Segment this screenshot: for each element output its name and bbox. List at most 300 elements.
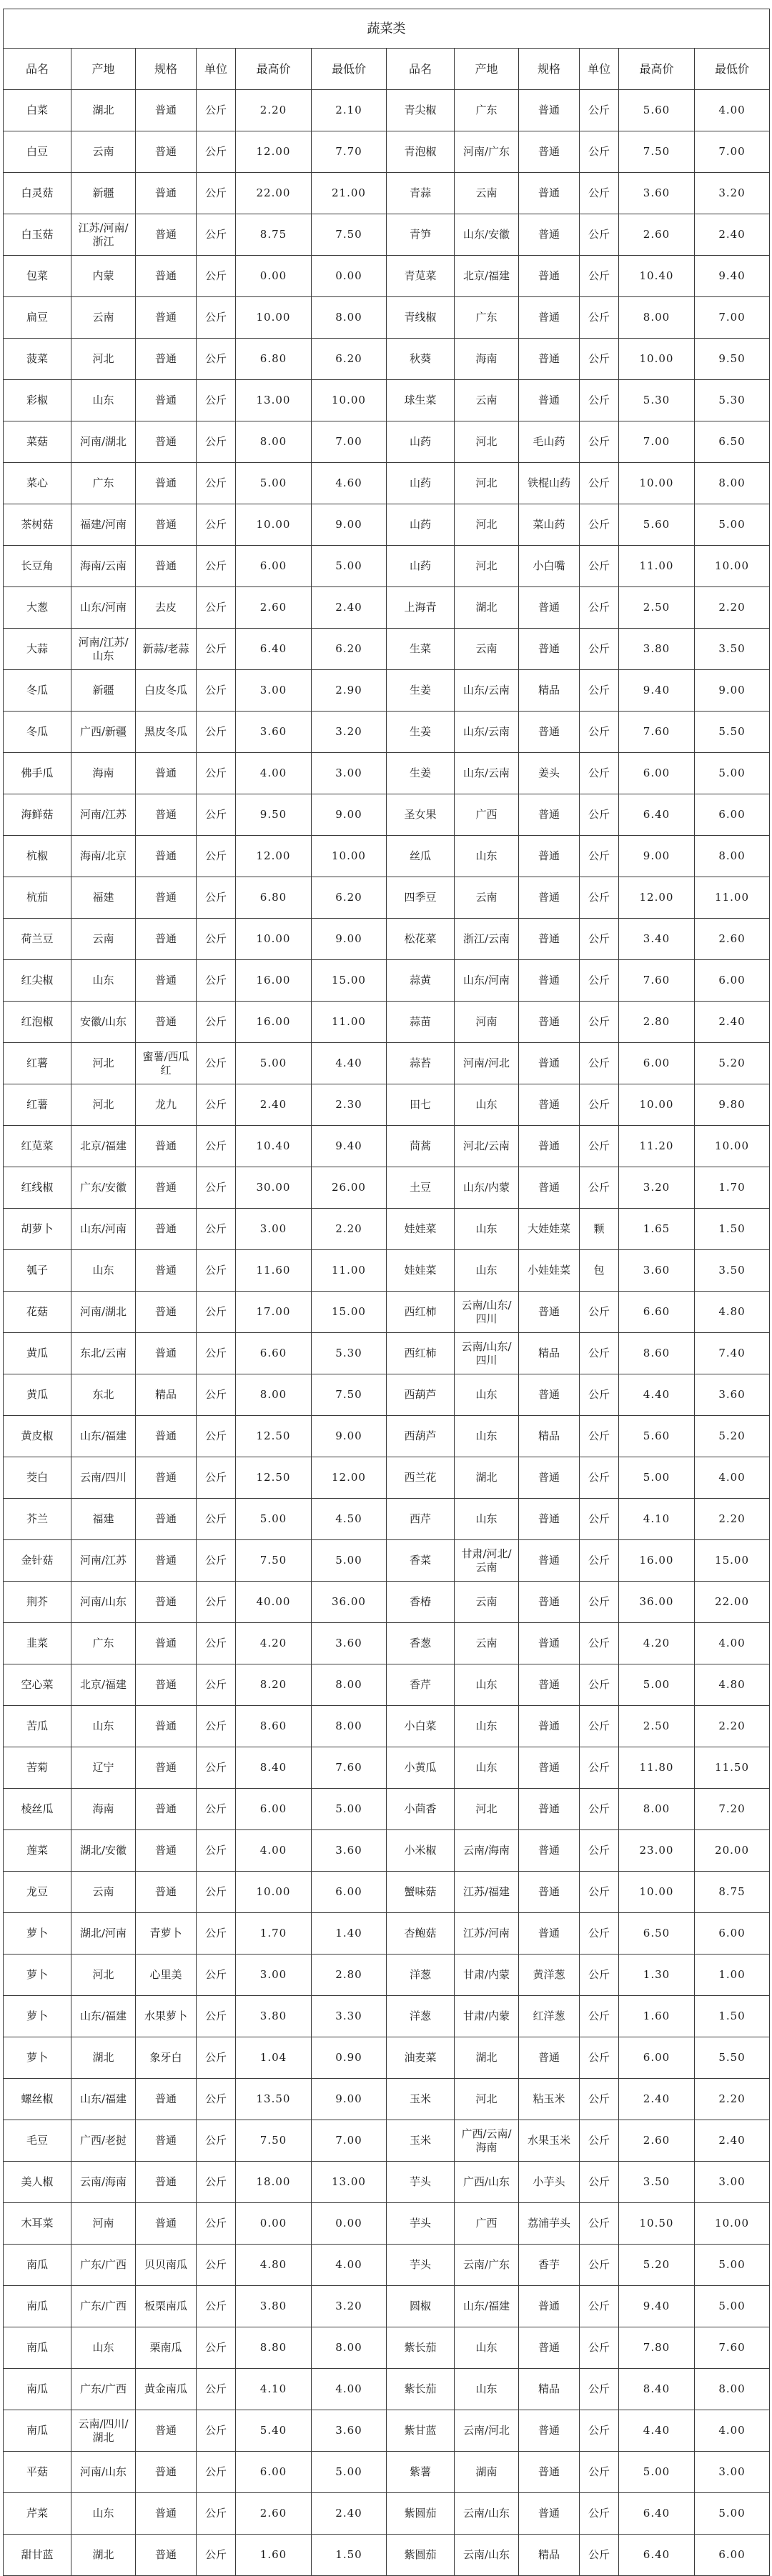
cell-min-price: 8.00: [695, 463, 770, 504]
cell-origin: 广东: [71, 1623, 136, 1664]
cell-name: 空心菜: [4, 1664, 71, 1706]
cell-max-price: 5.00: [619, 2452, 695, 2493]
cell-max-price: 8.40: [236, 1747, 312, 1789]
cell-spec: 普通: [136, 1664, 197, 1706]
cell-max-price: 5.00: [619, 1457, 695, 1499]
cell-unit: 公斤: [197, 546, 236, 587]
cell-unit: 公斤: [580, 1582, 619, 1623]
cell-min-price: 5.00: [695, 2245, 770, 2286]
cell-min-price: 1.00: [695, 1955, 770, 1996]
cell-unit: 公斤: [197, 2369, 236, 2410]
cell-unit: 公斤: [580, 546, 619, 587]
cell-min-price: 4.00: [695, 2410, 770, 2452]
cell-spec: 普通: [136, 463, 197, 504]
cell-spec: 普通: [136, 1747, 197, 1789]
cell-name: 洋葱: [387, 1955, 455, 1996]
cell-name: 芋头: [387, 2203, 455, 2245]
cell-unit: 公斤: [580, 1002, 619, 1043]
cell-spec: 普通: [519, 1623, 580, 1664]
table-row: [4, 2452, 770, 2493]
cell-max-price: 6.00: [236, 1789, 312, 1830]
cell-max-price: 7.60: [619, 960, 695, 1002]
cell-spec: 普通: [519, 1582, 580, 1623]
cell-max-price: 12.50: [236, 1416, 312, 1457]
cell-min-price: 3.20: [312, 712, 387, 753]
cell-unit: 公斤: [580, 2245, 619, 2286]
cell-name: 白玉菇: [4, 214, 71, 256]
cell-min-price: 3.20: [312, 2286, 387, 2327]
cell-min-price: 20.00: [695, 1830, 770, 1872]
table-row: [4, 960, 770, 1002]
cell-unit: 公斤: [580, 2493, 619, 2535]
table-title-row: [4, 9, 770, 49]
table-row: [4, 214, 770, 256]
cell-min-price: 5.50: [695, 2037, 770, 2079]
cell-unit: 公斤: [580, 2327, 619, 2369]
cell-min-price: 10.00: [312, 836, 387, 877]
cell-max-price: 18.00: [236, 2162, 312, 2203]
cell-max-price: 6.80: [236, 339, 312, 380]
cell-unit: 公斤: [580, 960, 619, 1002]
cell-spec: 普通: [519, 2327, 580, 2369]
cell-max-price: 3.50: [619, 2162, 695, 2203]
cell-unit: 公斤: [197, 2286, 236, 2327]
cell-name: 青笋: [387, 214, 455, 256]
cell-spec: 菜山药: [519, 504, 580, 546]
cell-spec: 普通: [519, 919, 580, 960]
table-row: [4, 2369, 770, 2410]
cell-max-price: 5.30: [619, 380, 695, 421]
cell-max-price: 11.00: [619, 546, 695, 587]
cell-unit: 颗: [580, 1209, 619, 1250]
cell-name: 木耳菜: [4, 2203, 71, 2245]
cell-spec: 普通: [136, 2079, 197, 2120]
cell-unit: 公斤: [580, 2037, 619, 2079]
cell-origin: 新疆: [71, 670, 136, 712]
cell-origin: 山东: [455, 1084, 519, 1126]
table-row: [4, 1582, 770, 1623]
cell-min-price: 10.00: [312, 380, 387, 421]
table-row: [4, 2120, 770, 2162]
cell-unit: 公斤: [580, 1955, 619, 1996]
cell-spec: 普通: [519, 1747, 580, 1789]
cell-min-price: 4.00: [695, 1457, 770, 1499]
cell-origin: 云南: [455, 877, 519, 919]
cell-name: 白灵菇: [4, 173, 71, 214]
cell-max-price: 2.20: [236, 90, 312, 131]
cell-spec: 姜头: [519, 753, 580, 794]
cell-name: 杭茄: [4, 877, 71, 919]
cell-name: 大蒜: [4, 629, 71, 670]
cell-spec: 普通: [136, 753, 197, 794]
cell-name: 香芹: [387, 1664, 455, 1706]
cell-min-price: 8.00: [312, 1706, 387, 1747]
cell-min-price: 9.00: [312, 794, 387, 836]
cell-min-price: 11.50: [695, 1747, 770, 1789]
cell-min-price: 7.00: [695, 131, 770, 173]
cell-min-price: 7.40: [695, 1333, 770, 1374]
cell-spec: 普通: [136, 256, 197, 297]
cell-min-price: 0.90: [312, 2037, 387, 2079]
cell-spec: 普通: [136, 1002, 197, 1043]
cell-unit: 公斤: [197, 173, 236, 214]
cell-origin: 河北: [71, 1043, 136, 1084]
cell-min-price: 2.60: [695, 919, 770, 960]
vegetable-price-table: [3, 9, 770, 2576]
cell-unit: 公斤: [580, 1706, 619, 1747]
cell-unit: 公斤: [580, 1747, 619, 1789]
cell-name: 蒜黄: [387, 960, 455, 1002]
cell-min-price: 6.20: [312, 339, 387, 380]
table-row: [4, 421, 770, 463]
cell-name: 南瓜: [4, 2327, 71, 2369]
cell-origin: 河北/云南: [455, 1126, 519, 1167]
cell-min-price: 9.00: [695, 670, 770, 712]
cell-min-price: 7.00: [695, 297, 770, 339]
cell-min-price: 8.00: [312, 1664, 387, 1706]
cell-unit: 公斤: [197, 2245, 236, 2286]
cell-min-price: 3.60: [312, 1830, 387, 1872]
cell-max-price: 8.00: [619, 1789, 695, 1830]
cell-max-price: 8.00: [619, 297, 695, 339]
cell-spec: 铁棍山药: [519, 463, 580, 504]
cell-max-price: 3.40: [619, 919, 695, 960]
cell-unit: 公斤: [197, 1789, 236, 1830]
cell-origin: 云南/四川/湖北: [71, 2410, 136, 2452]
cell-min-price: 2.40: [695, 1002, 770, 1043]
cell-origin: 云南/海南: [71, 2162, 136, 2203]
cell-min-price: 7.00: [312, 2120, 387, 2162]
table-row: [4, 2203, 770, 2245]
cell-name: 丝瓜: [387, 836, 455, 877]
table-row: [4, 629, 770, 670]
cell-min-price: 4.00: [312, 2369, 387, 2410]
cell-name: 小黄瓜: [387, 1747, 455, 1789]
cell-origin: 云南/海南: [455, 1830, 519, 1872]
cell-name: 螺丝椒: [4, 2079, 71, 2120]
table-row: [4, 1333, 770, 1374]
cell-spec: 普通: [519, 1830, 580, 1872]
cell-name: 毛豆: [4, 2120, 71, 2162]
cell-origin: 山东: [71, 2327, 136, 2369]
cell-min-price: 15.00: [312, 960, 387, 1002]
cell-max-price: 11.20: [619, 1126, 695, 1167]
cell-max-price: 7.80: [619, 2327, 695, 2369]
cell-origin: 广东: [455, 90, 519, 131]
cell-unit: 公斤: [580, 1167, 619, 1209]
cell-spec: 普通: [136, 1706, 197, 1747]
cell-min-price: 6.50: [695, 421, 770, 463]
cell-max-price: 10.00: [236, 919, 312, 960]
cell-name: 小茴香: [387, 1789, 455, 1830]
cell-max-price: 10.40: [236, 1126, 312, 1167]
cell-max-price: 6.40: [619, 2493, 695, 2535]
cell-spec: 水果萝卜: [136, 1996, 197, 2037]
cell-min-price: 3.00: [695, 2452, 770, 2493]
cell-unit: 包: [580, 1250, 619, 1292]
cell-max-price: 10.00: [619, 339, 695, 380]
cell-name: 韭菜: [4, 1623, 71, 1664]
cell-spec: 精品: [519, 1416, 580, 1457]
cell-name: 青线椒: [387, 297, 455, 339]
cell-spec: 普通: [519, 256, 580, 297]
cell-max-price: 17.00: [236, 1292, 312, 1333]
cell-unit: 公斤: [580, 712, 619, 753]
cell-spec: 普通: [136, 214, 197, 256]
cell-spec: 青萝卜: [136, 1913, 197, 1955]
cell-max-price: 3.80: [236, 1996, 312, 2037]
cell-name: 香菜: [387, 1540, 455, 1582]
cell-origin: 山东: [455, 1416, 519, 1457]
cell-spec: 普通: [519, 1374, 580, 1416]
cell-min-price: 36.00: [312, 1582, 387, 1623]
cell-spec: 普通: [136, 2120, 197, 2162]
cell-name: 土豆: [387, 1167, 455, 1209]
cell-max-price: 2.50: [619, 1706, 695, 1747]
cell-min-price: 4.00: [695, 1623, 770, 1664]
cell-max-price: 5.00: [236, 1043, 312, 1084]
header-unit: 单位: [197, 49, 236, 90]
cell-origin: 广西/新疆: [71, 712, 136, 753]
cell-unit: 公斤: [197, 1333, 236, 1374]
cell-name: 生姜: [387, 712, 455, 753]
cell-max-price: 7.50: [619, 131, 695, 173]
cell-max-price: 6.40: [619, 2535, 695, 2576]
cell-origin: 河北: [455, 1789, 519, 1830]
cell-origin: 山东: [455, 2369, 519, 2410]
table-row: [4, 1955, 770, 1996]
cell-name: 圆椒: [387, 2286, 455, 2327]
cell-name: 大葱: [4, 587, 71, 629]
cell-origin: 广东/安徽: [71, 1167, 136, 1209]
cell-spec: 普通: [136, 1830, 197, 1872]
cell-name: 莲菜: [4, 1830, 71, 1872]
cell-unit: 公斤: [580, 2369, 619, 2410]
cell-origin: 山东: [455, 1374, 519, 1416]
cell-max-price: 3.60: [619, 173, 695, 214]
cell-origin: 云南: [71, 919, 136, 960]
cell-min-price: 7.20: [695, 1789, 770, 1830]
cell-origin: 河北: [71, 1084, 136, 1126]
cell-min-price: 5.20: [695, 1043, 770, 1084]
cell-origin: 山东/云南: [455, 753, 519, 794]
cell-name: 香葱: [387, 1623, 455, 1664]
cell-max-price: 5.00: [236, 1499, 312, 1540]
cell-name: 萝卜: [4, 1996, 71, 2037]
cell-max-price: 3.80: [619, 629, 695, 670]
cell-min-price: 4.40: [312, 1043, 387, 1084]
cell-spec: 普通: [519, 2493, 580, 2535]
table-row: [4, 256, 770, 297]
cell-max-price: 1.04: [236, 2037, 312, 2079]
cell-origin: 山东: [455, 1499, 519, 1540]
cell-unit: 公斤: [197, 2203, 236, 2245]
cell-spec: 新蒜/老蒜: [136, 629, 197, 670]
cell-spec: 普通: [519, 1292, 580, 1333]
cell-unit: 公斤: [197, 2037, 236, 2079]
cell-min-price: 10.00: [695, 546, 770, 587]
cell-max-price: 2.40: [619, 2079, 695, 2120]
cell-origin: 福建: [71, 877, 136, 919]
cell-origin: 内蒙: [71, 256, 136, 297]
cell-origin: 广东: [455, 297, 519, 339]
cell-unit: 公斤: [197, 1167, 236, 1209]
table-row: [4, 1747, 770, 1789]
cell-unit: 公斤: [580, 297, 619, 339]
cell-origin: 广西: [455, 2203, 519, 2245]
cell-origin: 云南/河北: [455, 2410, 519, 2452]
cell-spec: 精品: [136, 1374, 197, 1416]
cell-origin: 云南: [71, 1872, 136, 1913]
cell-spec: 普通: [519, 1872, 580, 1913]
cell-origin: 山东/福建: [71, 1416, 136, 1457]
cell-spec: 黄金南瓜: [136, 2369, 197, 2410]
cell-unit: 公斤: [197, 753, 236, 794]
table-row: [4, 919, 770, 960]
cell-origin: 安徽/山东: [71, 1002, 136, 1043]
cell-unit: 公斤: [197, 2493, 236, 2535]
cell-max-price: 3.00: [236, 1209, 312, 1250]
cell-origin: 山东: [71, 2493, 136, 2535]
cell-name: 菜心: [4, 463, 71, 504]
cell-origin: 甘肃/内蒙: [455, 1955, 519, 1996]
cell-name: 小米椒: [387, 1830, 455, 1872]
cell-spec: 普通: [519, 90, 580, 131]
cell-min-price: 6.20: [312, 629, 387, 670]
cell-name: 山药: [387, 463, 455, 504]
cell-name: 山药: [387, 546, 455, 587]
cell-name: 茭白: [4, 1457, 71, 1499]
cell-name: 西兰花: [387, 1457, 455, 1499]
cell-unit: 公斤: [580, 1830, 619, 1872]
cell-unit: 公斤: [580, 836, 619, 877]
cell-max-price: 7.50: [236, 1540, 312, 1582]
cell-origin: 山东: [71, 960, 136, 1002]
cell-spec: 蜜薯/西瓜红: [136, 1043, 197, 1084]
cell-min-price: 1.40: [312, 1913, 387, 1955]
cell-spec: 水果玉米: [519, 2120, 580, 2162]
cell-unit: 公斤: [197, 919, 236, 960]
cell-origin: 河北: [455, 463, 519, 504]
cell-min-price: 13.00: [312, 2162, 387, 2203]
cell-spec: 普通: [519, 1002, 580, 1043]
cell-unit: 公斤: [197, 1084, 236, 1126]
cell-origin: 广东/广西: [71, 2286, 136, 2327]
cell-name: 红尖椒: [4, 960, 71, 1002]
cell-name: 红泡椒: [4, 1002, 71, 1043]
table-row: [4, 877, 770, 919]
table-row: [4, 1499, 770, 1540]
cell-name: 玉米: [387, 2079, 455, 2120]
cell-max-price: 3.00: [236, 1955, 312, 1996]
header-unit: 单位: [580, 49, 619, 90]
cell-origin: 海南/北京: [71, 836, 136, 877]
cell-spec: 粘玉米: [519, 2079, 580, 2120]
cell-max-price: 1.70: [236, 1913, 312, 1955]
cell-max-price: 5.00: [236, 463, 312, 504]
cell-name: 美人椒: [4, 2162, 71, 2203]
cell-unit: 公斤: [580, 1499, 619, 1540]
cell-unit: 公斤: [580, 1996, 619, 2037]
cell-max-price: 9.40: [619, 670, 695, 712]
cell-origin: 湖北/安徽: [71, 1830, 136, 1872]
cell-spec: 普通: [136, 1250, 197, 1292]
cell-name: 红苋菜: [4, 1126, 71, 1167]
cell-min-price: 6.20: [312, 877, 387, 919]
header-max-price: 最高价: [619, 49, 695, 90]
cell-min-price: 6.00: [695, 960, 770, 1002]
cell-spec: 普通: [136, 1292, 197, 1333]
cell-min-price: 7.60: [695, 2327, 770, 2369]
cell-max-price: 4.20: [236, 1623, 312, 1664]
header-origin: 产地: [455, 49, 519, 90]
cell-origin: 河南: [455, 1002, 519, 1043]
cell-spec: 普通: [136, 2162, 197, 2203]
cell-spec: 普通: [519, 1043, 580, 1084]
cell-origin: 山东/云南: [455, 712, 519, 753]
cell-spec: 黄洋葱: [519, 1955, 580, 1996]
cell-name: 胡萝卜: [4, 1209, 71, 1250]
cell-origin: 浙江/云南: [455, 919, 519, 960]
cell-origin: 广西/山东: [455, 2162, 519, 2203]
cell-origin: 河南/江苏: [71, 794, 136, 836]
cell-name: 龙豆: [4, 1872, 71, 1913]
cell-spec: 普通: [519, 2410, 580, 2452]
cell-spec: 普通: [519, 877, 580, 919]
cell-unit: 公斤: [197, 1664, 236, 1706]
cell-name: 杏鲍菇: [387, 1913, 455, 1955]
cell-origin: 山东/福建: [71, 2079, 136, 2120]
table-row: [4, 1996, 770, 2037]
cell-name: 南瓜: [4, 2369, 71, 2410]
cell-origin: 云南/广东: [455, 2245, 519, 2286]
cell-name: 油麦菜: [387, 2037, 455, 2079]
cell-spec: 板栗南瓜: [136, 2286, 197, 2327]
cell-unit: 公斤: [580, 2452, 619, 2493]
cell-max-price: 12.00: [619, 877, 695, 919]
cell-min-price: 0.00: [312, 2203, 387, 2245]
cell-min-price: 9.40: [312, 1126, 387, 1167]
cell-unit: 公斤: [197, 1623, 236, 1664]
cell-unit: 公斤: [197, 421, 236, 463]
cell-max-price: 10.50: [619, 2203, 695, 2245]
cell-unit: 公斤: [197, 1996, 236, 2037]
cell-spec: 普通: [136, 1872, 197, 1913]
cell-origin: 甘肃/内蒙: [455, 1996, 519, 2037]
cell-name: 紫圆茄: [387, 2493, 455, 2535]
cell-unit: 公斤: [580, 90, 619, 131]
cell-unit: 公斤: [197, 90, 236, 131]
cell-max-price: 9.00: [619, 836, 695, 877]
cell-max-price: 8.60: [619, 1333, 695, 1374]
table-row: [4, 1043, 770, 1084]
cell-max-price: 9.50: [236, 794, 312, 836]
cell-name: 西红柿: [387, 1333, 455, 1374]
cell-unit: 公斤: [197, 1955, 236, 1996]
cell-origin: 云南: [455, 1582, 519, 1623]
cell-max-price: 2.80: [619, 1002, 695, 1043]
cell-name: 秋葵: [387, 339, 455, 380]
cell-name: 蒜苗: [387, 1002, 455, 1043]
cell-unit: 公斤: [580, 587, 619, 629]
table-row: [4, 1830, 770, 1872]
cell-origin: 广西: [455, 794, 519, 836]
cell-min-price: 5.00: [695, 2493, 770, 2535]
cell-unit: 公斤: [580, 877, 619, 919]
cell-spec: 普通: [136, 960, 197, 1002]
table-row: [4, 1209, 770, 1250]
cell-origin: 河南/湖北: [71, 1292, 136, 1333]
